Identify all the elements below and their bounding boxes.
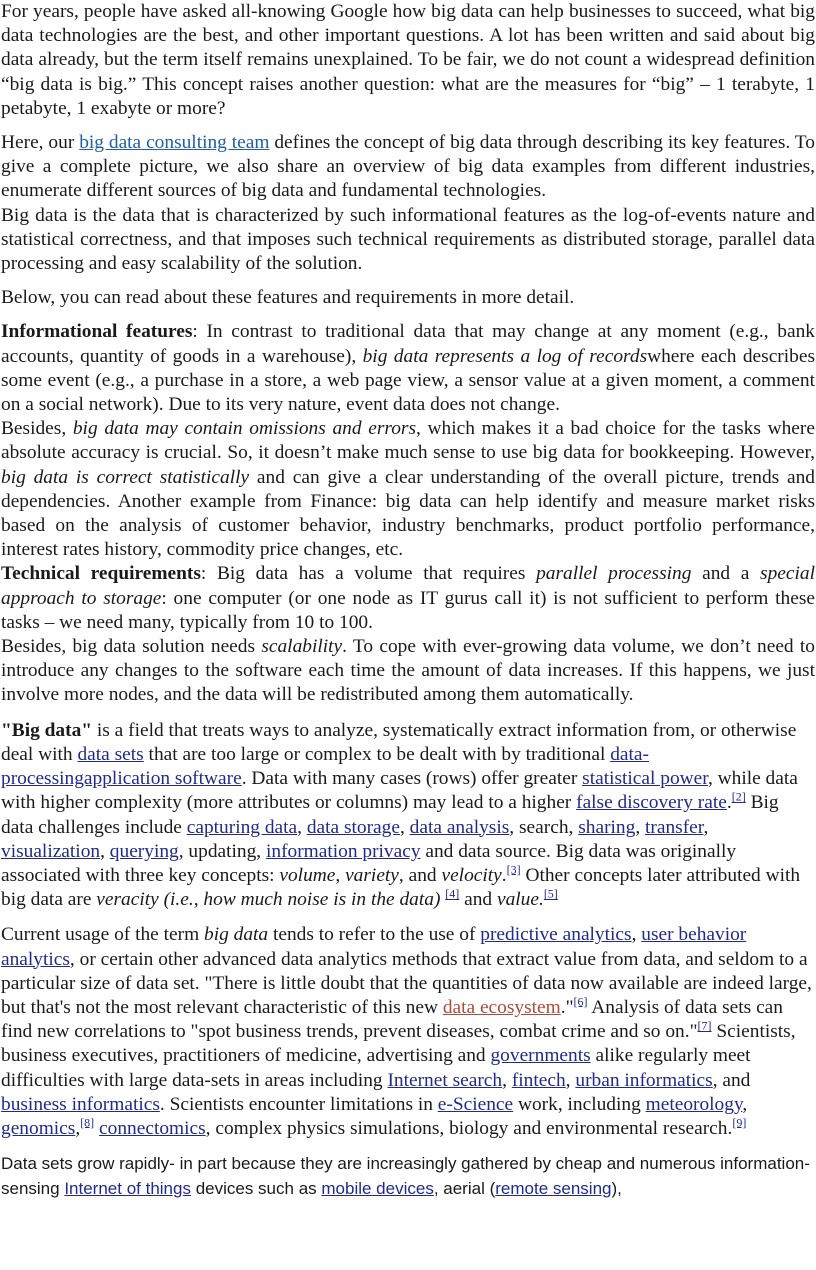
citation-4-link[interactable]: [4] [445, 886, 460, 901]
user-behavior-analytics-link[interactable]: user behavior analytics [1, 924, 747, 970]
capturing-data-link[interactable]: capturing data [186, 816, 298, 838]
e-science-link[interactable]: e-Science [437, 1093, 514, 1115]
informational-features-paragraph: Informational features: In contrast to traditional data that may change at any moment (e.g., bank accounts, quantity of goods in a warehouse), big data represents a log of recordswhere each describes some event (e.g., a purchase in a store, a web page view, a sensor value at a given moment, a comment on a social network). Due to its very nature, event data does not change. [1, 321, 815, 416]
false-discovery-rate-link[interactable]: false discovery rate [576, 792, 727, 814]
citation-2-link[interactable]: [2] [731, 789, 746, 804]
definition-paragraph: Big data is the data that is characterized by such informational features as the log-of-events nature and statistical correctness, and that imposes such technical requirements as distributed storage, parallel data processing and easy scalability of the solution. [1, 204, 815, 275]
data-processing-software-link[interactable]: data-processingapplication software [1, 743, 649, 790]
citation-8-link[interactable]: [8] [80, 1115, 95, 1130]
big-data-field-paragraph: "Big data" is a field that treats ways to analyze, systematically extract information from, or otherwise deal with data sets that are too large or complex to be dealt with by traditional data-processingapplication software. Data with many cases (rows) offer greater statistical power, while data with higher complexity (more attributes or columns) may lead to a higher false discovery rate.[2] Big data challenges include capturing data, data storage, data analysis, search, sharing, transfer, visualization, querying, updating, information privacy and data source. Big data was originally associated with three key concepts: volume, variety, and velocity.[3] Other concepts later attributed with big data are veracity (i.e., how much noise is in the data) [4] and value.[5] [1, 719, 801, 911]
citation-6-link[interactable]: [6] [573, 994, 588, 1009]
citation-7-link[interactable]: [7] [697, 1018, 712, 1033]
data-sets-growth-paragraph: Data sets grow rapidly- in part because they are increasingly gathered by cheap and numerous information- sensing Internet of things devices such as mobile devices, aerial (remote sensing), [1, 1154, 810, 1198]
sharing-link[interactable]: sharing [578, 816, 636, 838]
meteorology-link[interactable]: meteorology [645, 1093, 743, 1115]
citation-9-link[interactable]: [9] [732, 1115, 747, 1130]
urban-informatics-link[interactable]: urban informatics [575, 1069, 713, 1091]
data-analysis-link[interactable]: data analysis [409, 816, 510, 838]
querying-link[interactable]: querying [109, 840, 179, 862]
scalability-paragraph: Besides, big data solution needs scalability. To cope with ever-growing data volume, we don’t need to introduce any changes to the software each time the amount of data increases. If this happens, we just involve more nodes, and the data will be redistributed among them automatically. [1, 636, 816, 706]
data-ecosystem-link[interactable]: data ecosystem [442, 996, 561, 1018]
omissions-paragraph: Besides, big data may contain omissions and errors, which makes it a bad choice for the tasks where absolute accuracy is crucial. So, it doesn’t make much sense to use big data for bookkeeping. However, big data is correct statistically and can give a clear understanding of the overall picture, trends and dependencies. Another example from Finance: big data can help identify and measure market risks based on the analysis of customer behavior, industry benchmarks, product portfolio performance, interest rates history, commodity price changes, etc. [1, 418, 815, 561]
information-privacy-link[interactable]: information privacy [265, 840, 421, 862]
remote-sensing-link[interactable]: remote sensing [495, 1178, 612, 1198]
transfer-link[interactable]: transfer [645, 816, 704, 838]
statistical-power-link[interactable]: statistical power [582, 768, 708, 790]
intro-paragraph: For years, people have asked all-knowing Google how big data can help businesses to succeed, what big data technologies are the best, and other important questions. A lot has been written and said about big data already, but the term itself remains unexplained. To be fair, we do not count a widespread definition “big data is big.” This concept raises another question: what are the measures for “big” – 1 terabyte, 1 petabyte, 1 exabyte or more? [1, 1, 815, 119]
connectomics-link[interactable]: connectomics [99, 1117, 206, 1139]
genomics-link[interactable]: genomics [1, 1117, 76, 1139]
internet-of-things-link[interactable]: Internet of things [64, 1178, 191, 1198]
current-usage-paragraph: Current usage of the term big data tends to refer to the use of predictive analytics, user behavior analytics, or certain other advanced data analytics methods that extract value from data, and seldom to a particular size of data set. "There is little doubt that the quantities of data now available are indeed large, but that's not the most relevant characteristic of this new data ecosystem."[6] Analysis of data sets can find new correlations to "spot business trends, prevent diseases, combat crime and so on."[7] Scientists, business executives, practitioners of medicine, advertising and governments alike regularly meet difficulties with large data-sets in areas including Internet search, fintech, urban informatics, and business informatics. Scientists encounter limitations in e-Science work, including meteorology, genomics,[8] connectomics, complex physics simulations, biology and environmental research.[9] [1, 924, 812, 1139]
big-data-consulting-team-link[interactable]: big data consulting team [79, 132, 270, 154]
predictive-analytics-link[interactable]: predictive analytics [480, 924, 632, 946]
governments-link[interactable]: governments [490, 1045, 591, 1067]
internet-search-link[interactable]: Internet search [387, 1069, 503, 1091]
technical-requirements-paragraph: Technical requirements: Big data has a volume that requires parallel processing and a special approach to storage: one computer (or one node as IT gurus call it) is not sufficient to perform these tasks – we need many, typically from 10 to 100. [1, 563, 815, 633]
citation-3-link[interactable]: [3] [506, 862, 521, 877]
business-informatics-link[interactable]: business informatics [1, 1093, 160, 1115]
data-storage-link[interactable]: data storage [306, 816, 400, 838]
below-paragraph: Below, you can read about these features and requirements in more detail. [1, 287, 575, 309]
consulting-paragraph: Here, our big data consulting team defines the concept of big data through describing its key features. To give a complete picture, we also share an overview of big data examples from different industries, enumerate different sources of big data and fundamental technologies. [1, 132, 815, 202]
visualization-link[interactable]: visualization [1, 840, 101, 862]
fintech-link[interactable]: fintech [511, 1069, 566, 1091]
data-sets-link[interactable]: data sets [77, 743, 144, 765]
citation-5-link[interactable]: [5] [543, 886, 558, 901]
mobile-devices-link[interactable]: mobile devices [321, 1178, 434, 1198]
